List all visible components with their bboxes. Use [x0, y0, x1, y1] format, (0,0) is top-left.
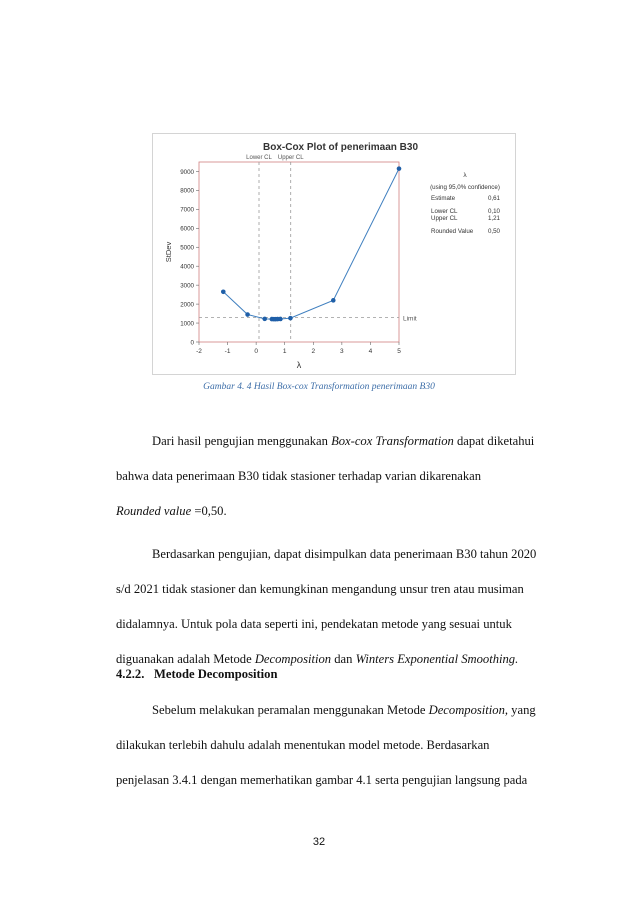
- y-axis-label: StDev: [164, 241, 173, 263]
- section-number: 4.2.2.: [116, 667, 145, 681]
- legend-row-value: 0,10: [487, 208, 500, 215]
- box-cox-svg: [153, 134, 515, 374]
- series-line: [223, 169, 399, 320]
- paragraph-line: s/d 2021 tidak stasioner dan kemungkinan mengandung unsur tren atau musiman: [116, 582, 524, 596]
- figure-caption: Gambar 4. 4 Hasil Box-cox Transformation penerimaan B30: [203, 382, 435, 392]
- y-tick-label: 2000: [180, 301, 194, 309]
- legend-row-label: Rounded Value: [431, 228, 474, 235]
- page-number: 32: [312, 836, 326, 848]
- section-title: Metode Decomposition: [154, 667, 278, 681]
- paragraph-line: penjelasan 3.4.1 dengan memerhatikan gambar 4.1 serta pengujian langsung pada: [116, 773, 528, 787]
- data-point: [245, 312, 250, 317]
- paragraph-line: bahwa data penerimaan B30 tidak stasioner terhadap varian dikarenakan: [116, 469, 482, 483]
- x-axis-label: λ: [296, 360, 302, 370]
- data-point: [288, 316, 293, 321]
- y-tick-label: 0: [190, 339, 194, 347]
- x-tick-label: 4: [368, 348, 373, 355]
- paragraph-line: Rounded value =0,50.: [116, 504, 227, 518]
- legend-row-value: 1,21: [487, 215, 500, 222]
- x-tick-label: -2: [196, 348, 202, 355]
- x-tick-label: 0: [254, 348, 258, 355]
- paragraph-line: dilakukan terlebih dahulu adalah menentukan model metode. Berdasarkan: [116, 738, 490, 752]
- upper-cl-label: Upper CL: [277, 155, 304, 161]
- y-tick-label: 9000: [180, 168, 194, 176]
- data-point: [262, 317, 267, 322]
- data-point: [397, 166, 402, 171]
- x-tick-label: 2: [311, 348, 316, 355]
- paragraph-line: didalamnya. Untuk pola data seperti ini, pendekatan metode yang sesuai untuk: [116, 617, 512, 631]
- x-tick-label: 1: [282, 348, 287, 355]
- y-tick-label: 8000: [180, 187, 194, 195]
- paragraph-line: Dari hasil pengujian menggunakan Box-cox Transformation dapat diketahui: [152, 434, 535, 448]
- paragraph-line: diguanakan adalah Metode Decomposition dan Winters Exponential Smoothing.: [116, 652, 519, 666]
- limit-label: Limit: [403, 315, 417, 323]
- y-tick-label: 7000: [180, 206, 194, 214]
- x-tick-label: 3: [340, 348, 344, 355]
- lower-cl-label: Lower CL: [246, 155, 272, 161]
- paragraph-line: Sebelum melakukan peramalan menggunakan Metode Decomposition, yang: [152, 703, 536, 717]
- y-tick-label: 6000: [180, 225, 194, 233]
- x-tick-label: -1: [224, 348, 231, 355]
- chart-title: Box-Cox Plot of penerimaan B30: [263, 142, 419, 153]
- box-cox-chart: [153, 134, 515, 374]
- y-tick-label: 4000: [180, 263, 194, 271]
- legend-row-label: Upper CL: [431, 215, 458, 222]
- legend-row-label: Estimate: [431, 195, 456, 202]
- section-heading: [116, 667, 277, 682]
- data-point: [278, 317, 283, 322]
- legend-header: λ: [463, 172, 467, 179]
- x-tick-label: 5: [397, 348, 401, 355]
- data-point: [221, 289, 226, 294]
- y-tick-label: 5000: [180, 244, 194, 252]
- legend-subheader: (using 95,0% confidence): [430, 184, 500, 191]
- paragraph-line: Berdasarkan pengujian, dapat disimpulkan data penerimaan B30 tahun 2020: [152, 547, 537, 561]
- paragraph-1: [116, 424, 546, 529]
- y-tick-label: 3000: [180, 282, 194, 290]
- legend-row-value: 0,61: [487, 195, 500, 202]
- legend-row-value: 0,50: [487, 228, 500, 235]
- legend-row-label: Lower CL: [431, 208, 458, 215]
- paragraph-3: [116, 693, 546, 798]
- figure-frame: [152, 133, 516, 375]
- paragraph-2: [116, 537, 546, 677]
- data-point: [331, 298, 336, 303]
- y-tick-label: 1000: [180, 320, 194, 328]
